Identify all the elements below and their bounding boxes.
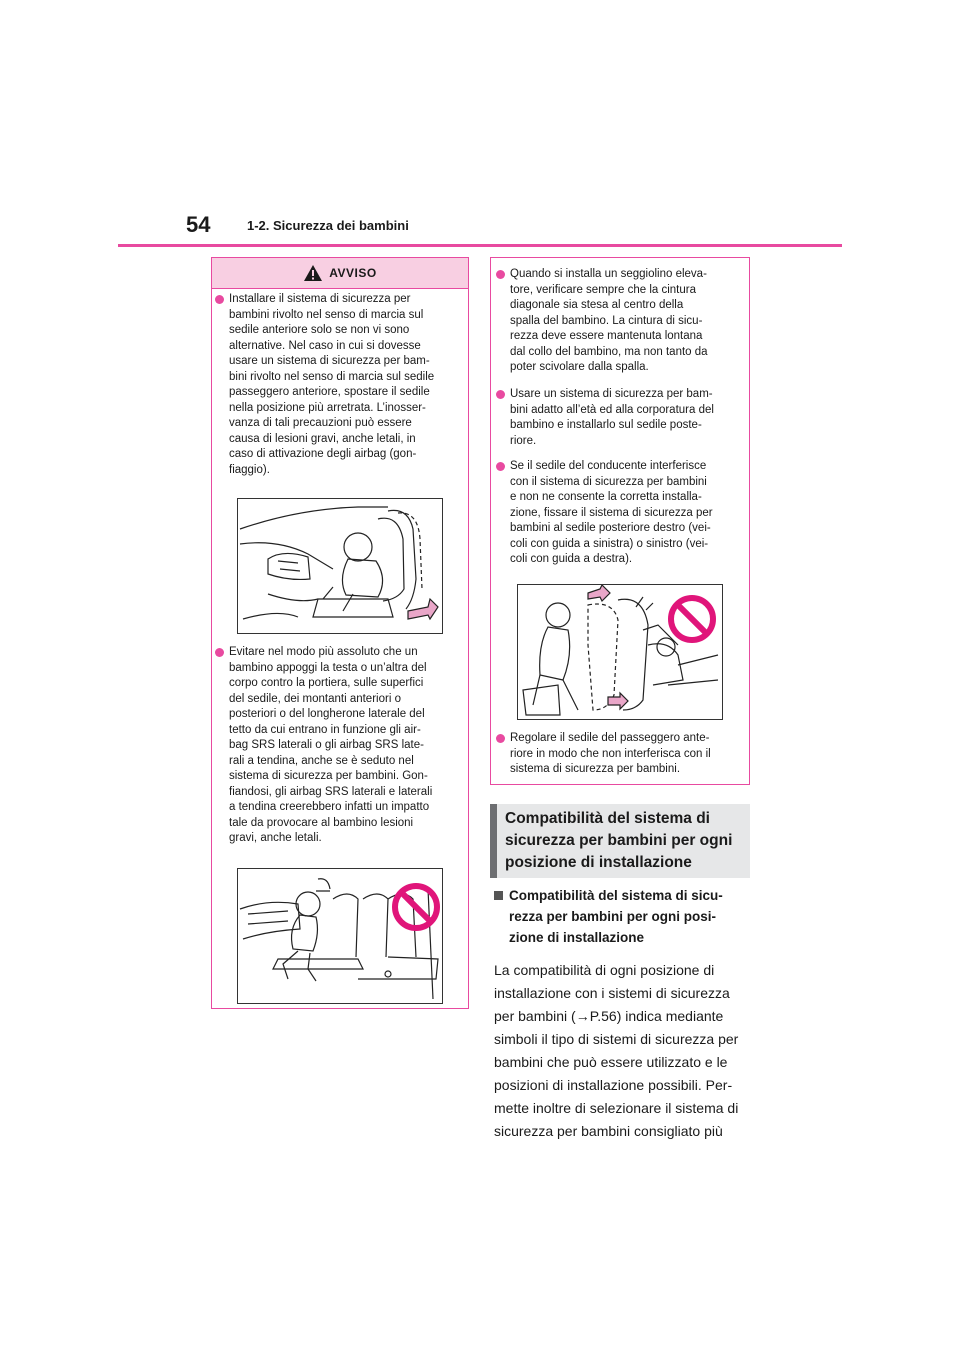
section-band [490,804,750,878]
square-bullet-icon [494,891,503,900]
warning-item: Usare un sistema di sicurezza per bam- bini adatto all’età ed alla corporatura del bambino e installarlo sul sedile poste- riore. [496,387,746,449]
bullet-dot-icon [496,270,505,279]
header-divider [118,244,842,247]
bullet-dot-icon [496,734,505,743]
warning-item: Installare il sistema di sicurezza per bambini rivolto nel senso di marcia sul sedile anteriore solo se non vi sono alternative. Nel caso in cui si dovesse usare un sistema di sicurezza per bam- bini rivolto nel senso di marcia sul sedile passeggero anteriore, spostare il sedile nella posizione più arretrata. L’inosser- vanza di tali precauzioni può essere causa di lesioni gravi, anche letali, in caso di attivazione degli airbag (gon- fiaggio). [215,292,465,478]
illustration-seat-interference [517,584,723,720]
warning-triangle-icon [303,264,323,282]
illustration-child-seat-front [237,498,443,634]
bullet-dot-icon [496,462,505,471]
illustration-child-leaning-door [237,868,443,1004]
prohibited-icon [390,881,442,933]
warning-item: Evitare nel modo più assoluto che un bambino appoggi la testa o un’altra del corpo contro la portiera, sulle superfici del sedile, dei montanti anteriori o posteriori o del longherone laterale del tetto da cui entrano in funzione gli air- bag SRS laterali o gli airbag SRS late- rali a tendina, anche se è seduto nel sistema di sicurezza per bambini. Gon- fiandosi, gli airbag SRS laterali e laterali a tendina creerebbero infatti un impatto tale da provocare al bambino lesioni gravi, anche letali. [215,645,465,847]
warning-title: AVVISO [329,266,377,280]
warning-header [212,258,468,289]
warning-box-right [490,257,750,785]
warning-item: Se il sedile del conducente interferisce con il sistema di sicurezza per bambini e non ne consente la corretta installa- zione, fissare il sistema di sicurezza per bambini al sedile posteriore destro (vei- coli con guida a sinistra) o sinistro (vei- coli con guida a destra). [496,459,746,568]
page-number: 54 [186,212,211,237]
warning-item: Regolare il sedile del passeggero ante- riore in modo che non interferisca con il sistema di sicurezza per bambini. [496,731,746,778]
bullet-dot-icon [215,295,224,304]
warning-box-left [211,257,469,1009]
subsection-title: Compatibilità del sistema di sicu- rezza per bambini per ogni posi- zione di installazione [509,888,723,945]
bullet-dot-icon [496,390,505,399]
body-paragraph: La compatibilità di ogni posizione di installazione con i sistemi di sicurezza per bambini (→P.56) indica mediante simboli il tipo di sistemi di sicurezza per bambini che può essere utilizzato e le posizioni di installazione possibili. Per- mette inoltre di selezionare il sistema di sicurezza per bambini consigliato più [494,962,739,1139]
warning-item: Quando si installa un seggiolino eleva- tore, verificare sempre che la cintura diagonale sia stesa al centro della spalla del bambino. La cintura di sicu- rezza deve essere mantenuta lontana dal collo del bambino, ma non tanto da poter scivolare dalla spalla. [496,267,746,376]
subsection-heading [494,885,754,948]
section-band-title: Compatibilità del sistema di sicurezza per bambini per ogni posizione di installazione [505,810,733,871]
section-title: 1-2. Sicurezza dei bambini [247,218,409,233]
bullet-dot-icon [215,648,224,657]
prohibited-icon [666,593,718,645]
